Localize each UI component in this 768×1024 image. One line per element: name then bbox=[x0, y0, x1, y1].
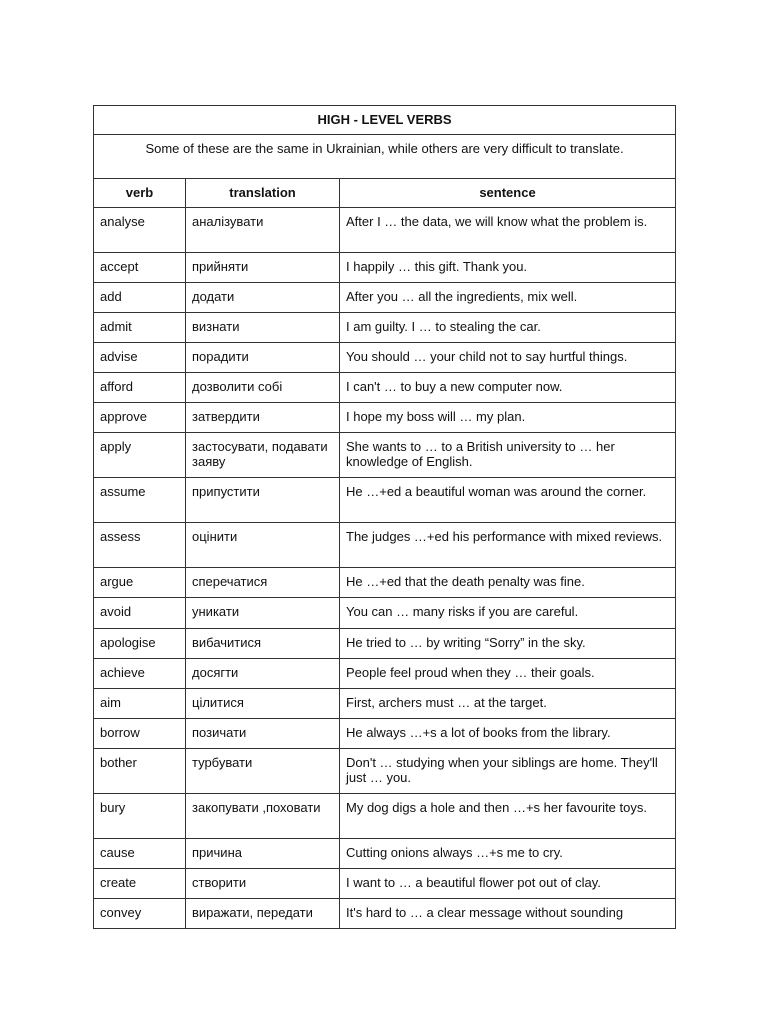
table-row bbox=[94, 629, 676, 659]
sentence-cell: I can't … to buy a new computer now. bbox=[340, 373, 676, 403]
translation-cell: вибачитися bbox=[186, 629, 340, 659]
verb-cell: cause bbox=[94, 839, 186, 869]
translation-cell: порадити bbox=[186, 343, 340, 373]
sentence-cell: Don't … studying when your siblings are home. They'll just … you. bbox=[340, 749, 676, 794]
translation-cell: закопувати ,поховати bbox=[186, 794, 340, 839]
sentence-cell: I am guilty. I … to stealing the car. bbox=[340, 313, 676, 343]
column-header-verb: verb bbox=[94, 179, 186, 208]
translation-cell: виражати, передати bbox=[186, 899, 340, 929]
translation-cell: прийняти bbox=[186, 253, 340, 283]
verb-cell: assume bbox=[94, 478, 186, 523]
verb-cell: bother bbox=[94, 749, 186, 794]
translation-cell: оцінити bbox=[186, 523, 340, 568]
verb-cell: bury bbox=[94, 794, 186, 839]
translation-cell: створити bbox=[186, 869, 340, 899]
table-row bbox=[94, 283, 676, 313]
sentence-cell: People feel proud when they … their goals. bbox=[340, 659, 676, 689]
sentence-cell: He …+ed a beautiful woman was around the corner. bbox=[340, 478, 676, 523]
verb-cell: accept bbox=[94, 253, 186, 283]
verb-cell: add bbox=[94, 283, 186, 313]
sentence-cell: My dog digs a hole and then …+s her favourite toys. bbox=[340, 794, 676, 839]
translation-cell: застосувати, подавати заяву bbox=[186, 433, 340, 478]
verbs-table bbox=[93, 105, 676, 929]
table-row bbox=[94, 478, 676, 523]
translation-cell: уникати bbox=[186, 598, 340, 629]
table-row bbox=[94, 568, 676, 598]
table-row bbox=[94, 373, 676, 403]
verb-cell: advise bbox=[94, 343, 186, 373]
table-row bbox=[94, 719, 676, 749]
column-header-translation: translation bbox=[186, 179, 340, 208]
sentence-cell: He always …+s a lot of books from the library. bbox=[340, 719, 676, 749]
table-row bbox=[94, 659, 676, 689]
sentence-cell: I hope my boss will … my plan. bbox=[340, 403, 676, 433]
verb-cell: argue bbox=[94, 568, 186, 598]
sentence-cell: She wants to … to a British university to … her knowledge of English. bbox=[340, 433, 676, 478]
sentence-cell: Cutting onions always …+s me to cry. bbox=[340, 839, 676, 869]
table-row bbox=[94, 749, 676, 794]
table-row bbox=[94, 403, 676, 433]
verb-cell: assess bbox=[94, 523, 186, 568]
translation-cell: визнати bbox=[186, 313, 340, 343]
verbs-table-body bbox=[94, 106, 676, 929]
verb-cell: analyse bbox=[94, 208, 186, 253]
translation-cell: затвердити bbox=[186, 403, 340, 433]
verb-cell: convey bbox=[94, 899, 186, 929]
table-row bbox=[94, 313, 676, 343]
sentence-cell: First, archers must … at the target. bbox=[340, 689, 676, 719]
header-row bbox=[94, 179, 676, 208]
table-subtitle: Some of these are the same in Ukrainian, while others are very difficult to translate. bbox=[94, 135, 676, 179]
verb-cell: avoid bbox=[94, 598, 186, 629]
verb-cell: aim bbox=[94, 689, 186, 719]
sentence-cell: After I … the data, we will know what the problem is. bbox=[340, 208, 676, 253]
table-row bbox=[94, 689, 676, 719]
table-row bbox=[94, 343, 676, 373]
verb-cell: apologise bbox=[94, 629, 186, 659]
table-row bbox=[94, 598, 676, 629]
verb-cell: achieve bbox=[94, 659, 186, 689]
sentence-cell: I want to … a beautiful flower pot out of clay. bbox=[340, 869, 676, 899]
sentence-cell: After you … all the ingredients, mix well. bbox=[340, 283, 676, 313]
verb-cell: apply bbox=[94, 433, 186, 478]
table-title: HIGH - LEVEL VERBS bbox=[94, 106, 676, 135]
subtitle-row bbox=[94, 135, 676, 179]
table-row bbox=[94, 794, 676, 839]
column-header-sentence: sentence bbox=[340, 179, 676, 208]
verb-cell: admit bbox=[94, 313, 186, 343]
title-row bbox=[94, 106, 676, 135]
sentence-cell: I happily … this gift. Thank you. bbox=[340, 253, 676, 283]
translation-cell: сперечатися bbox=[186, 568, 340, 598]
table-row bbox=[94, 523, 676, 568]
sentence-cell: It's hard to … a clear message without sounding bbox=[340, 899, 676, 929]
verb-cell: afford bbox=[94, 373, 186, 403]
verb-cell: approve bbox=[94, 403, 186, 433]
table-row bbox=[94, 899, 676, 929]
table-row bbox=[94, 839, 676, 869]
translation-cell: аналізувати bbox=[186, 208, 340, 253]
table-row bbox=[94, 433, 676, 478]
sentence-cell: He …+ed that the death penalty was fine. bbox=[340, 568, 676, 598]
translation-cell: додати bbox=[186, 283, 340, 313]
sentence-cell: He tried to … by writing “Sorry” in the sky. bbox=[340, 629, 676, 659]
translation-cell: досягти bbox=[186, 659, 340, 689]
table-row bbox=[94, 253, 676, 283]
translation-cell: позичати bbox=[186, 719, 340, 749]
verb-cell: borrow bbox=[94, 719, 186, 749]
table-row bbox=[94, 869, 676, 899]
translation-cell: причина bbox=[186, 839, 340, 869]
sentence-cell: You can … many risks if you are careful. bbox=[340, 598, 676, 629]
translation-cell: припустити bbox=[186, 478, 340, 523]
verb-cell: create bbox=[94, 869, 186, 899]
sentence-cell: You should … your child not to say hurtful things. bbox=[340, 343, 676, 373]
sentence-cell: The judges …+ed his performance with mixed reviews. bbox=[340, 523, 676, 568]
table-row bbox=[94, 208, 676, 253]
translation-cell: цілитися bbox=[186, 689, 340, 719]
translation-cell: дозволити собі bbox=[186, 373, 340, 403]
translation-cell: турбувати bbox=[186, 749, 340, 794]
